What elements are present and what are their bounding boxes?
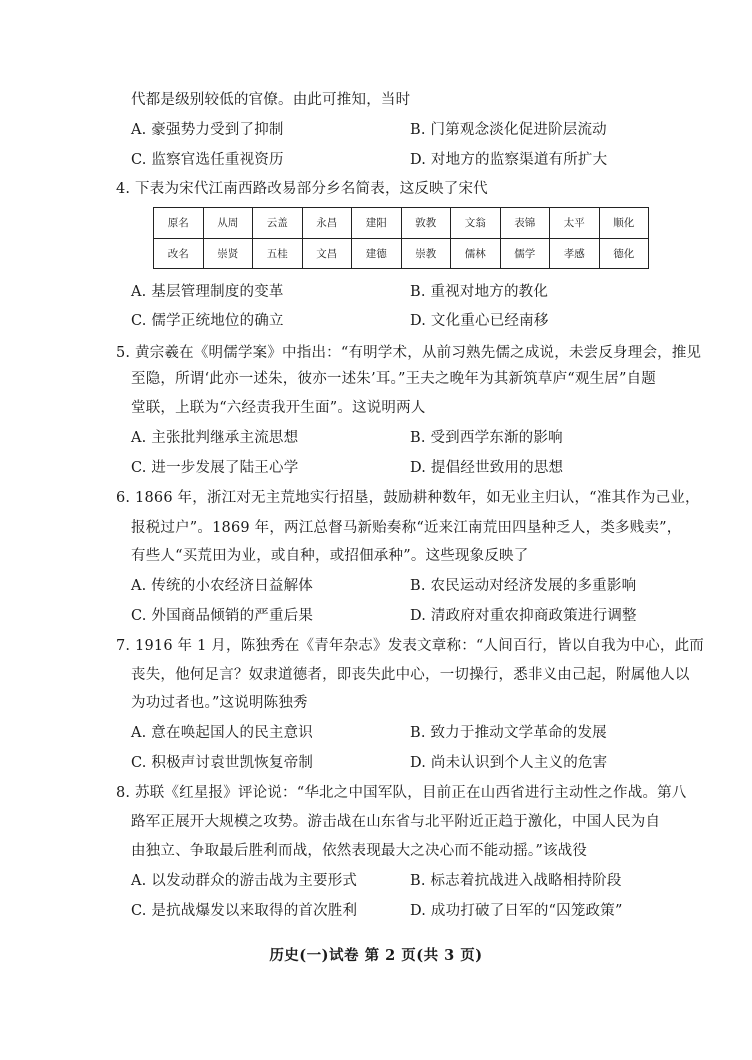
q7-stem-line: 为功过者也。”这说明陈独秀 (131, 695, 308, 711)
q6-option-b: B. 农民运动对经济发展的多重影响 (410, 578, 637, 594)
q8-option-c: C. 是抗战爆发以来取得的首次胜利 (131, 903, 358, 919)
q3-option-a: A. 豪强势力受到了抑制 (131, 122, 284, 138)
table-cell: 改名 (154, 238, 204, 269)
q7-option-c: C. 积极声讨袁世凯恢复帝制 (131, 755, 314, 771)
table-row (154, 238, 649, 269)
table-cell: 崇贤 (203, 238, 253, 269)
q7-option-a: A. 意在唤起国人的民主意识 (131, 725, 313, 741)
q7-option-d: D. 尚未认识到个人主义的危害 (410, 755, 608, 771)
q3-option-c: C. 监察官选任重视资历 (131, 152, 284, 168)
q5-option-d: D. 提倡经世致用的思想 (410, 460, 564, 476)
q7-stem-line: 7. 1916 年 1 月，陈独秀在《青年杂志》发表文章称：“人间百行，皆以自我为中心，此而 (116, 638, 705, 654)
q6-option-d: D. 清政府对重农抑商政策进行调整 (410, 608, 637, 624)
q4-option-c: C. 儒学正统地位的确立 (131, 313, 284, 329)
table-cell: 五桂 (253, 238, 303, 269)
table-cell: 儒林 (451, 238, 501, 269)
table-cell: 原名 (154, 208, 204, 239)
q3-option-b: B. 门第观念淡化促进阶层流动 (410, 122, 607, 138)
table-cell: 文翁 (451, 208, 501, 239)
table-cell: 永昌 (302, 208, 352, 239)
table-cell: 太平 (550, 208, 600, 239)
q4-option-a: A. 基层管理制度的变革 (131, 284, 284, 300)
table-cell: 文昌 (302, 238, 352, 269)
q4-option-b: B. 重视对地方的教化 (410, 284, 549, 300)
q4-option-d: D. 文化重心已经南移 (410, 313, 549, 329)
table-cell: 从周 (203, 208, 253, 239)
q3-stem-tail: 代都是级别较低的官僚。由此可推知，当时 (131, 92, 411, 108)
table-cell: 孝感 (550, 238, 600, 269)
table-cell: 儒学 (500, 238, 550, 269)
q5-stem-line: 至隐，所谓‘此亦一述朱，彼亦一述朱’耳。”王夫之晚年为其新筑草庐“观生居”自题 (131, 371, 657, 387)
table-cell: 崇教 (401, 238, 451, 269)
q4-stem: 4. 下表为宋代江南西路改易部分乡名简表，这反映了宋代 (116, 181, 488, 197)
table-cell: 敦教 (401, 208, 451, 239)
table-cell: 建阳 (352, 208, 402, 239)
q6-stem-line: 有些人“买荒田为业，或自种，或招佃承种”。这些现象反映了 (131, 548, 529, 564)
q3-option-d: D. 对地方的监察渠道有所扩大 (410, 152, 608, 168)
table-cell: 表锦 (500, 208, 550, 239)
q8-option-b: B. 标志着抗战进入战略相持阶段 (410, 873, 622, 889)
table-cell: 顺化 (599, 208, 649, 239)
q8-option-a: A. 以发动群众的游击战为主要形式 (131, 873, 358, 889)
table-cell: 建德 (352, 238, 402, 269)
q8-option-d: D. 成功打破了日军的“囚笼政策” (410, 903, 623, 919)
table-row (154, 208, 649, 239)
q8-stem-line: 由独立、争取最后胜利而战，依然表现最大之决心而不能动摇。”该战役 (131, 843, 588, 859)
q5-stem-line: 5. 黄宗羲在《明儒学案》中指出：“有明学术，从前习熟先儒之成说，未尝反身理会，推见 (116, 345, 702, 361)
q6-stem-line: 6. 1866 年，浙江对无主荒地实行招垦，鼓励耕种数年，如无业主归认，“准其作为己业， (116, 490, 700, 506)
q6-stem-line: 报税过户”。1869 年，两江总督马新贻奏称“近来江南荒田四垦种乏人，类多贱卖”， (131, 520, 682, 536)
q8-stem-line: 路军正展开大规模之攻势。游击战在山东省与北平附近正趋于激化，中国人民为自 (131, 814, 661, 830)
q7-option-b: B. 致力于推动文学革命的发展 (410, 725, 607, 741)
q6-option-a: A. 传统的小农经济日益解体 (131, 578, 313, 594)
q6-option-c: C. 外国商品倾销的严重后果 (131, 608, 314, 624)
q4-table (153, 207, 649, 269)
q5-option-b: B. 受到西学东渐的影响 (410, 430, 563, 446)
table-cell: 德化 (599, 238, 649, 269)
q5-stem-line: 堂联，上联为“六经责我开生面”。这说明两人 (131, 400, 426, 416)
q5-option-c: C. 进一步发展了陆王心学 (131, 460, 299, 476)
q7-stem-line: 丧失，他何足言？奴隶道德者，即丧失此中心，一切操行，悉非义由己起，附属他人以 (131, 667, 690, 683)
q5-option-a: A. 主张批判继承主流思想 (131, 430, 299, 446)
table-cell: 云盖 (253, 208, 303, 239)
page-footer: 历史(一)试卷 第 2 页(共 3 页) (269, 947, 483, 964)
q8-stem-line: 8. 苏联《红星报》评论说：“华北之中国军队，目前正在山西省进行主动性之作战。第八 (116, 785, 687, 801)
